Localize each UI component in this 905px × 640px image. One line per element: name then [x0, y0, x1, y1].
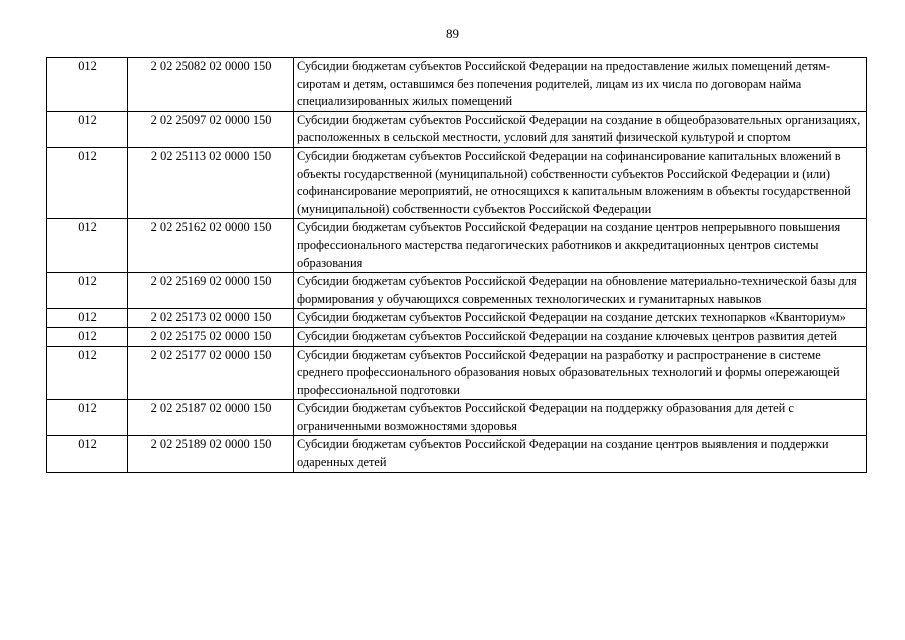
income-code-cell: 2 02 25173 02 0000 150: [128, 309, 294, 328]
table-row: [47, 219, 867, 273]
admin-code-cell: 012: [47, 346, 128, 400]
income-name-cell: Субсидии бюджетам субъектов Российской Федерации на создание ключевых центров развития детей: [294, 327, 867, 346]
table-row: [47, 58, 867, 112]
income-name-cell: Субсидии бюджетам субъектов Российской Федерации на софинансирование капитальных вложений в объекты государственной (муниципальной) собственности субъектов Российской Федерации и (или) софинансирование мероприятий, не относящихся к капитальным вложениям в объекты государственной (муниципальной) собственности субъектов Российской Федерации: [294, 147, 867, 218]
income-code-cell: 2 02 25097 02 0000 150: [128, 111, 294, 147]
income-code-cell: 2 02 25082 02 0000 150: [128, 58, 294, 112]
income-code-cell: 2 02 25169 02 0000 150: [128, 273, 294, 309]
income-name-cell: Субсидии бюджетам субъектов Российской Федерации на создание в общеобразовательных организациях, расположенных в сельской местности, условий для занятий физической культурой и спортом: [294, 111, 867, 147]
income-name-cell: Субсидии бюджетам субъектов Российской Федерации на предоставление жилых помещений детям-сиротам и детям, оставшимся без попечения родителей, лицам из их числа по договорам найма специализированных жилых помещений: [294, 58, 867, 112]
income-name-cell: Субсидии бюджетам субъектов Российской Федерации на поддержку образования для детей с ограниченными возможностями здоровья: [294, 400, 867, 436]
admin-code-cell: 012: [47, 273, 128, 309]
table-row: [47, 147, 867, 218]
admin-code-cell: 012: [47, 309, 128, 328]
income-name-cell: Субсидии бюджетам субъектов Российской Федерации на создание центров непрерывного повышения профессионального мастерства педагогических работников и аккредитационных центров системы образования: [294, 219, 867, 273]
income-code-cell: 2 02 25162 02 0000 150: [128, 219, 294, 273]
income-code-cell: 2 02 25187 02 0000 150: [128, 400, 294, 436]
table-row: [47, 327, 867, 346]
table-row: [47, 309, 867, 328]
table-row: [47, 111, 867, 147]
income-code-cell: 2 02 25113 02 0000 150: [128, 147, 294, 218]
admin-code-cell: 012: [47, 327, 128, 346]
table-row: [47, 436, 867, 472]
admin-code-cell: 012: [47, 400, 128, 436]
admin-code-cell: 012: [47, 436, 128, 472]
income-code-cell: 2 02 25189 02 0000 150: [128, 436, 294, 472]
income-name-cell: Субсидии бюджетам субъектов Российской Федерации на обновление материально-технической базы для формирования у обучающихся современных технологических и гуманитарных навыков: [294, 273, 867, 309]
income-name-cell: Субсидии бюджетам субъектов Российской Федерации на создание детских технопарков «Кванториум»: [294, 309, 867, 328]
admin-code-cell: 012: [47, 147, 128, 218]
income-code-cell: 2 02 25175 02 0000 150: [128, 327, 294, 346]
admin-code-cell: 012: [47, 111, 128, 147]
table-row: [47, 273, 867, 309]
income-name-cell: Субсидии бюджетам субъектов Российской Федерации на разработку и распространение в системе среднего профессионального образования новых образовательных технологий и формы опережающей профессиональной подготовки: [294, 346, 867, 400]
table-row: [47, 346, 867, 400]
income-name-cell: Субсидии бюджетам субъектов Российской Федерации на создание центров выявления и поддержки одаренных детей: [294, 436, 867, 472]
admin-code-cell: 012: [47, 58, 128, 112]
table-row: [47, 400, 867, 436]
income-code-cell: 2 02 25177 02 0000 150: [128, 346, 294, 400]
budget-codes-table: [46, 57, 867, 473]
admin-code-cell: 012: [47, 219, 128, 273]
page-number: 89: [446, 26, 459, 41]
